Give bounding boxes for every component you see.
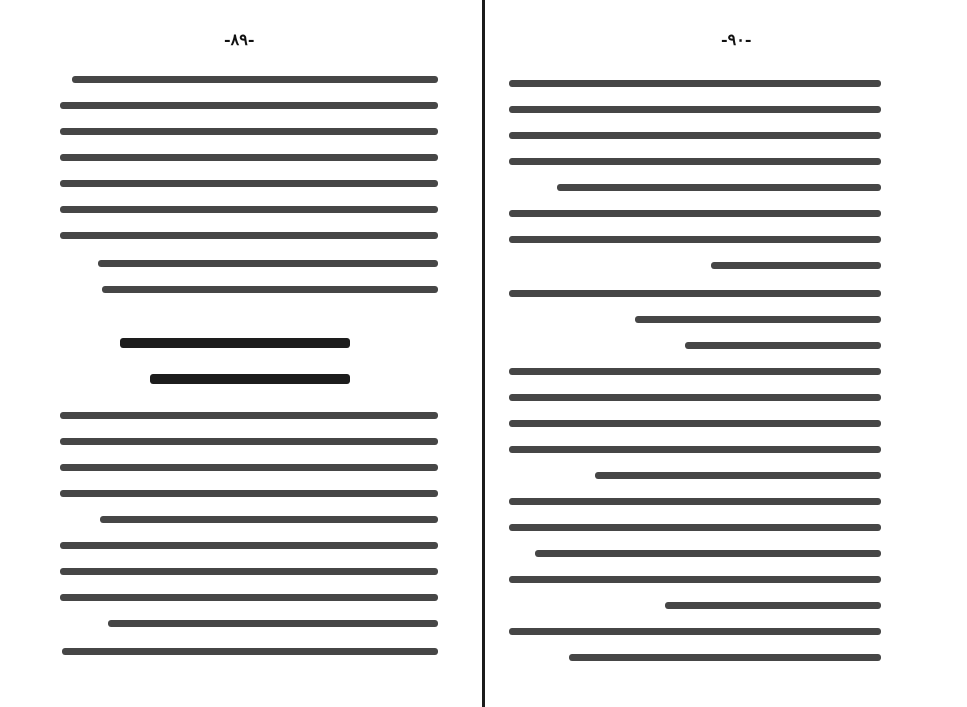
left-page-number: -٨٩- xyxy=(224,30,255,49)
right-page-text xyxy=(485,0,967,707)
left-page-text-line-13 xyxy=(60,438,438,445)
left-page-text-line-20 xyxy=(108,620,438,627)
left-page-text-line-1 xyxy=(72,76,438,83)
right-page-text-line-10 xyxy=(635,316,881,323)
right-page-text-line-7 xyxy=(509,236,881,243)
left-page-text-line-7 xyxy=(60,232,438,239)
left-page-text-line-3 xyxy=(60,128,438,135)
right-page-text-line-17 xyxy=(509,498,881,505)
right-page-text-line-21 xyxy=(665,602,881,609)
right-page-text-line-9 xyxy=(509,290,881,297)
left-page-text-line-18 xyxy=(60,568,438,575)
left-page-text-line-15 xyxy=(60,490,438,497)
left-page-text-line-14 xyxy=(60,464,438,471)
left-page-text-line-8 xyxy=(98,260,438,267)
right-page-text-line-3 xyxy=(509,132,881,139)
right-page-text-line-19 xyxy=(535,550,881,557)
right-page-text-line-13 xyxy=(509,394,881,401)
left-page-text-line-2 xyxy=(60,102,438,109)
right-page-text-line-23 xyxy=(569,654,881,661)
left-page-text xyxy=(0,0,482,707)
right-page-text-line-18 xyxy=(509,524,881,531)
left-page xyxy=(0,0,482,707)
right-page-text-line-15 xyxy=(509,446,881,453)
right-page-text-line-2 xyxy=(509,106,881,113)
right-page-text-line-16 xyxy=(595,472,881,479)
right-page-text-line-22 xyxy=(509,628,881,635)
left-page-text-line-10 xyxy=(120,338,350,348)
left-page-text-line-19 xyxy=(60,594,438,601)
right-page-text-line-1 xyxy=(509,80,881,87)
left-page-text-line-11 xyxy=(150,374,350,384)
right-page-text-line-4 xyxy=(509,158,881,165)
left-page-text-line-6 xyxy=(60,206,438,213)
right-page-text-line-6 xyxy=(509,210,881,217)
left-page-text-line-21 xyxy=(62,648,438,655)
left-page-text-line-12 xyxy=(60,412,438,419)
right-page-text-line-14 xyxy=(509,420,881,427)
left-page-text-line-4 xyxy=(60,154,438,161)
right-page-number: -٩٠- xyxy=(721,30,752,49)
right-page-text-line-11 xyxy=(685,342,881,349)
right-page xyxy=(485,0,967,707)
left-page-text-line-16 xyxy=(100,516,438,523)
right-page-text-line-5 xyxy=(557,184,881,191)
left-page-text-line-5 xyxy=(60,180,438,187)
left-page-text-line-17 xyxy=(60,542,438,549)
right-page-text-line-8 xyxy=(711,262,881,269)
right-page-text-line-20 xyxy=(509,576,881,583)
right-page-text-line-12 xyxy=(509,368,881,375)
left-page-text-line-9 xyxy=(102,286,438,293)
